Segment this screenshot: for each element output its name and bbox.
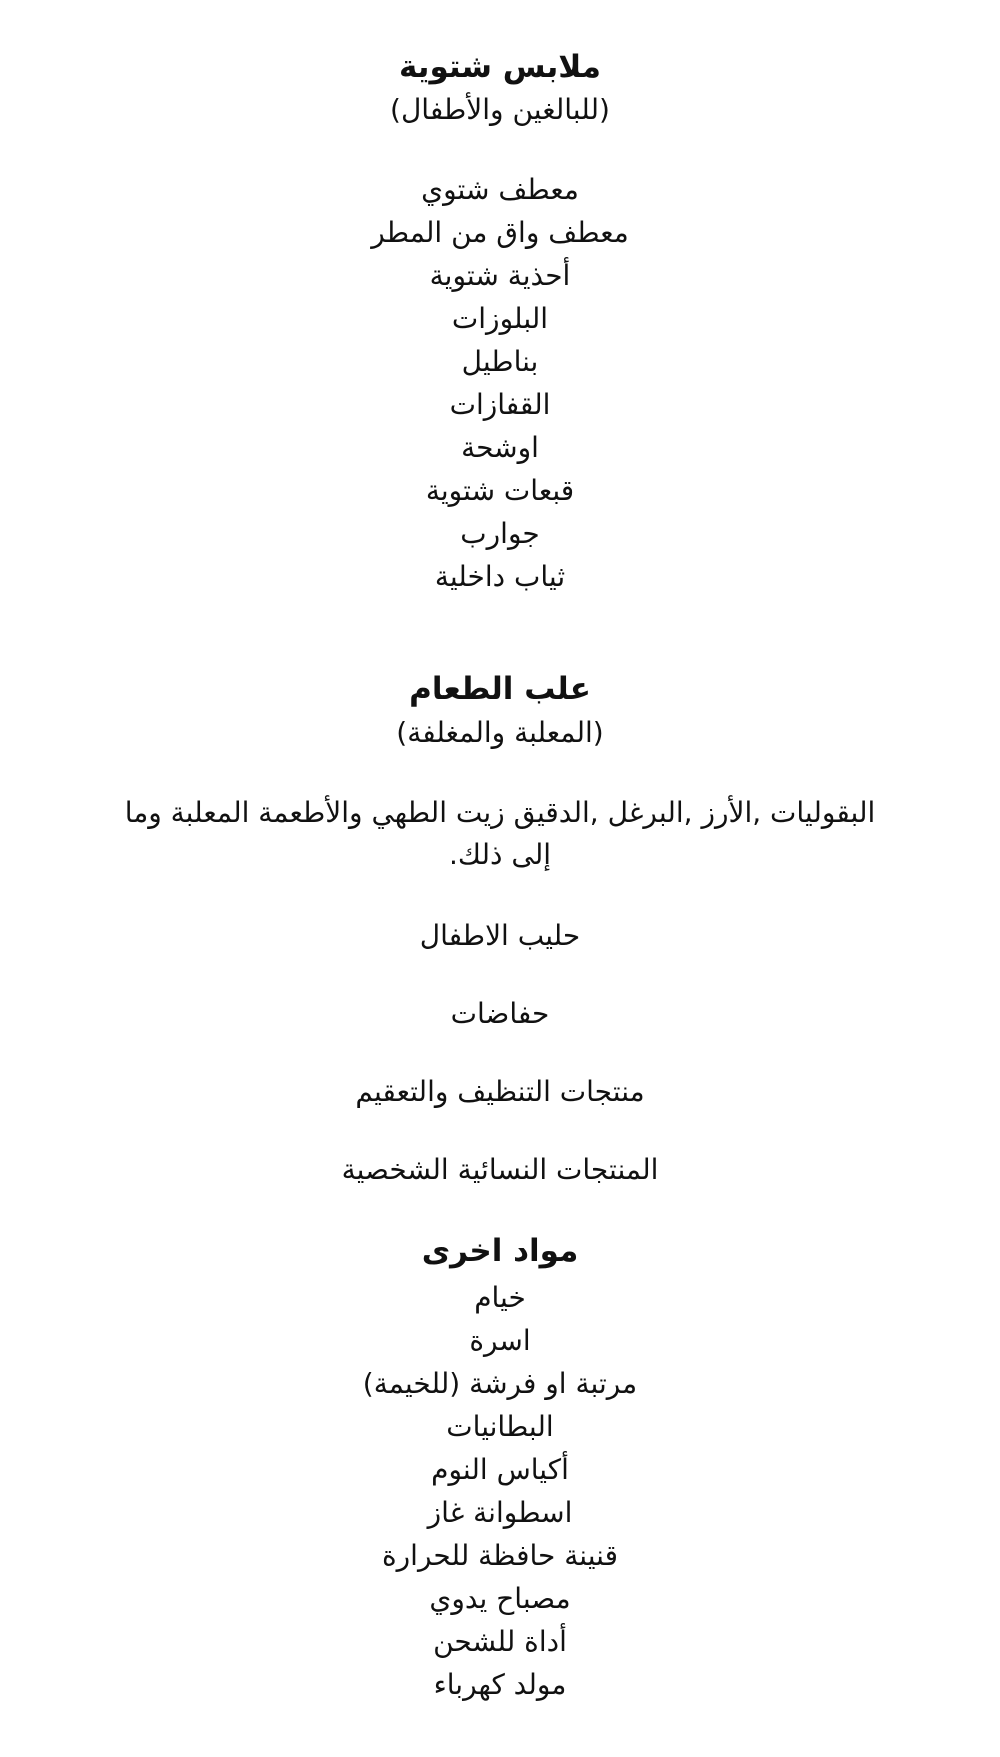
other-items-title: مواد اخرى <box>421 1233 579 1269</box>
other-items-item: قنينة حافظة للحرارة <box>381 1539 619 1572</box>
winter-clothes-item: بناطيل <box>461 345 539 378</box>
food-cans-title: علب الطعام <box>409 671 591 707</box>
other-items-item: مرتبة او فرشة (للخيمة) <box>362 1367 638 1400</box>
winter-clothes-item: قبعات شتوية <box>425 474 575 507</box>
winter-clothes-title: ملابس شتوية <box>399 49 601 85</box>
winter-clothes-item: معطف شتوي <box>421 173 579 206</box>
winter-clothes-subtitle: (للبالغين والأطفال) <box>390 93 610 126</box>
food-cans-item: حليب الاطفال <box>419 919 581 952</box>
food-cans-description: البقوليات ,الأرز ,البرغل ,الدقيق زيت الطهي والأطعمة المعلبة وما إلى ذلك. <box>124 796 876 871</box>
other-items-item: خيام <box>474 1281 526 1314</box>
food-cans-item: حفاضات <box>450 997 550 1030</box>
winter-clothes-item: البلوزات <box>451 302 549 335</box>
other-items-item: اسرة <box>469 1324 531 1357</box>
other-items-item: اسطوانة غاز <box>427 1496 573 1529</box>
winter-clothes-item: القفازات <box>449 388 551 421</box>
other-items-item: مولد كهرباء <box>433 1668 567 1701</box>
winter-clothes-item: ثياب داخلية <box>434 560 566 593</box>
food-cans-item: منتجات التنظيف والتعقيم <box>355 1075 645 1108</box>
winter-clothes-item: اوشحة <box>461 431 539 464</box>
food-cans-item: المنتجات النسائية الشخصية <box>341 1153 659 1186</box>
other-items-item: أداة للشحن <box>433 1625 567 1658</box>
food-cans-subtitle: (المعلبة والمغلفة) <box>396 716 604 749</box>
winter-clothes-item: جوارب <box>460 517 540 550</box>
other-items-item: البطانيات <box>446 1410 554 1443</box>
other-items-item: مصباح يدوي <box>429 1582 571 1615</box>
winter-clothes-item: معطف واق من المطر <box>371 216 629 249</box>
other-items-item: أكياس النوم <box>431 1453 569 1486</box>
winter-clothes-item: أحذية شتوية <box>429 259 571 292</box>
